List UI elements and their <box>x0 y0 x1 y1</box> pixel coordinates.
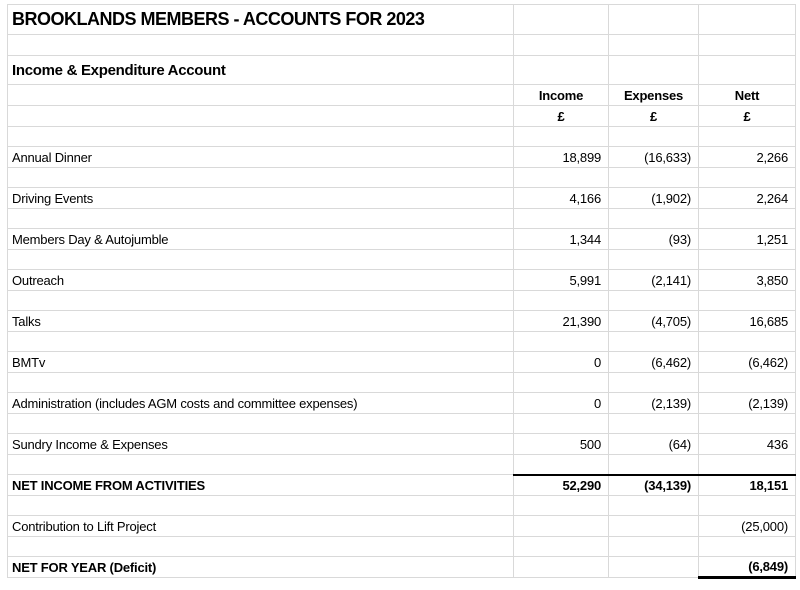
expenses-value <box>609 516 699 537</box>
currency-symbol: £ <box>514 106 609 127</box>
column-header-expenses: Expenses <box>609 85 699 106</box>
spacer-cell <box>699 455 796 475</box>
spacer-cell <box>8 455 514 475</box>
spacer-cell <box>514 250 609 270</box>
row-label: Outreach <box>8 270 514 291</box>
spacer-cell <box>8 373 514 393</box>
spacer-cell <box>699 35 796 56</box>
expenses-value: (2,141) <box>609 270 699 291</box>
spacer-cell <box>699 168 796 188</box>
net-for-year-nett-value: (6,849) <box>699 557 796 578</box>
spacer-cell <box>8 537 514 557</box>
total-nett-value: 18,151 <box>699 475 796 496</box>
total-income-value: 52,290 <box>514 475 609 496</box>
spacer-cell <box>514 35 609 56</box>
spacer-cell <box>8 209 514 229</box>
spacer-cell <box>609 209 699 229</box>
row-label: Talks <box>8 311 514 332</box>
expenses-value <box>609 557 699 578</box>
net-for-year-label: NET FOR YEAR (Deficit) <box>8 557 514 578</box>
accounts-table <box>7 4 796 579</box>
spacer-cell <box>514 373 609 393</box>
income-value: 500 <box>514 434 609 455</box>
spacer-cell <box>8 250 514 270</box>
spacer-cell <box>609 35 699 56</box>
income-value <box>514 557 609 578</box>
empty-cell <box>514 5 609 35</box>
empty-cell <box>699 5 796 35</box>
empty-cell <box>514 56 609 85</box>
nett-value: 1,251 <box>699 229 796 250</box>
row-label: Sundry Income & Expenses <box>8 434 514 455</box>
spacer-cell <box>514 332 609 352</box>
empty-cell <box>609 56 699 85</box>
nett-value: (6,462) <box>699 352 796 373</box>
income-value: 21,390 <box>514 311 609 332</box>
total-row-label: NET INCOME FROM ACTIVITIES <box>8 475 514 496</box>
section-title: Income & Expenditure Account <box>8 56 514 85</box>
spacer-cell <box>699 291 796 311</box>
spacer-cell <box>8 291 514 311</box>
expenses-value: (4,705) <box>609 311 699 332</box>
row-label: Annual Dinner <box>8 147 514 168</box>
spacer-cell <box>514 209 609 229</box>
nett-value: 436 <box>699 434 796 455</box>
income-value: 0 <box>514 352 609 373</box>
nett-value: (2,139) <box>699 393 796 414</box>
spacer-cell <box>699 127 796 147</box>
expenses-value: (2,139) <box>609 393 699 414</box>
spacer-cell <box>8 496 514 516</box>
income-value: 4,166 <box>514 188 609 209</box>
row-label: Members Day & Autojumble <box>8 229 514 250</box>
expenses-value: (93) <box>609 229 699 250</box>
income-value: 0 <box>514 393 609 414</box>
currency-symbol: £ <box>699 106 796 127</box>
spacer-cell <box>609 291 699 311</box>
total-expenses-value: (34,139) <box>609 475 699 496</box>
spacer-cell <box>514 496 609 516</box>
row-label: BMTv <box>8 352 514 373</box>
expenses-value: (6,462) <box>609 352 699 373</box>
spacer-cell <box>514 168 609 188</box>
spacer-cell <box>609 373 699 393</box>
row-label: Contribution to Lift Project <box>8 516 514 537</box>
expenses-value: (16,633) <box>609 147 699 168</box>
spacer-cell <box>609 537 699 557</box>
nett-value: 3,850 <box>699 270 796 291</box>
spacer-cell <box>8 35 514 56</box>
page-title: BROOKLANDS MEMBERS - ACCOUNTS FOR 2023 <box>8 5 514 35</box>
nett-value: 2,264 <box>699 188 796 209</box>
spacer-cell <box>699 496 796 516</box>
nett-value: (25,000) <box>699 516 796 537</box>
expenses-value: (64) <box>609 434 699 455</box>
spacer-cell <box>514 291 609 311</box>
spacer-cell <box>609 250 699 270</box>
expenses-value: (1,902) <box>609 188 699 209</box>
spacer-cell <box>609 455 699 475</box>
column-header-income: Income <box>514 85 609 106</box>
income-value: 5,991 <box>514 270 609 291</box>
currency-symbol: £ <box>609 106 699 127</box>
spacer-cell <box>8 127 514 147</box>
spacer-cell <box>699 373 796 393</box>
empty-cell <box>699 56 796 85</box>
spacer-cell <box>609 414 699 434</box>
spacer-cell <box>8 168 514 188</box>
spacer-cell <box>699 332 796 352</box>
income-value: 18,899 <box>514 147 609 168</box>
column-header-nett: Nett <box>699 85 796 106</box>
income-value: 1,344 <box>514 229 609 250</box>
row-label: Administration (includes AGM costs and committee expenses) <box>8 393 514 414</box>
income-value <box>514 516 609 537</box>
spacer-cell <box>514 414 609 434</box>
accounts-table-body <box>8 5 796 578</box>
nett-value: 2,266 <box>699 147 796 168</box>
spacer-cell <box>699 209 796 229</box>
spacer-cell <box>514 455 609 475</box>
empty-cell <box>609 5 699 35</box>
spacer-cell <box>609 127 699 147</box>
empty-cell <box>8 85 514 106</box>
row-label: Driving Events <box>8 188 514 209</box>
spacer-cell <box>699 250 796 270</box>
nett-value: 16,685 <box>699 311 796 332</box>
spacer-cell <box>609 496 699 516</box>
spacer-cell <box>699 537 796 557</box>
spacer-cell <box>514 537 609 557</box>
spacer-cell <box>8 414 514 434</box>
spacer-cell <box>609 168 699 188</box>
accounts-sheet <box>7 4 796 579</box>
spacer-cell <box>8 332 514 352</box>
spacer-cell <box>514 127 609 147</box>
spacer-cell <box>699 414 796 434</box>
spacer-cell <box>609 332 699 352</box>
empty-cell <box>8 106 514 127</box>
